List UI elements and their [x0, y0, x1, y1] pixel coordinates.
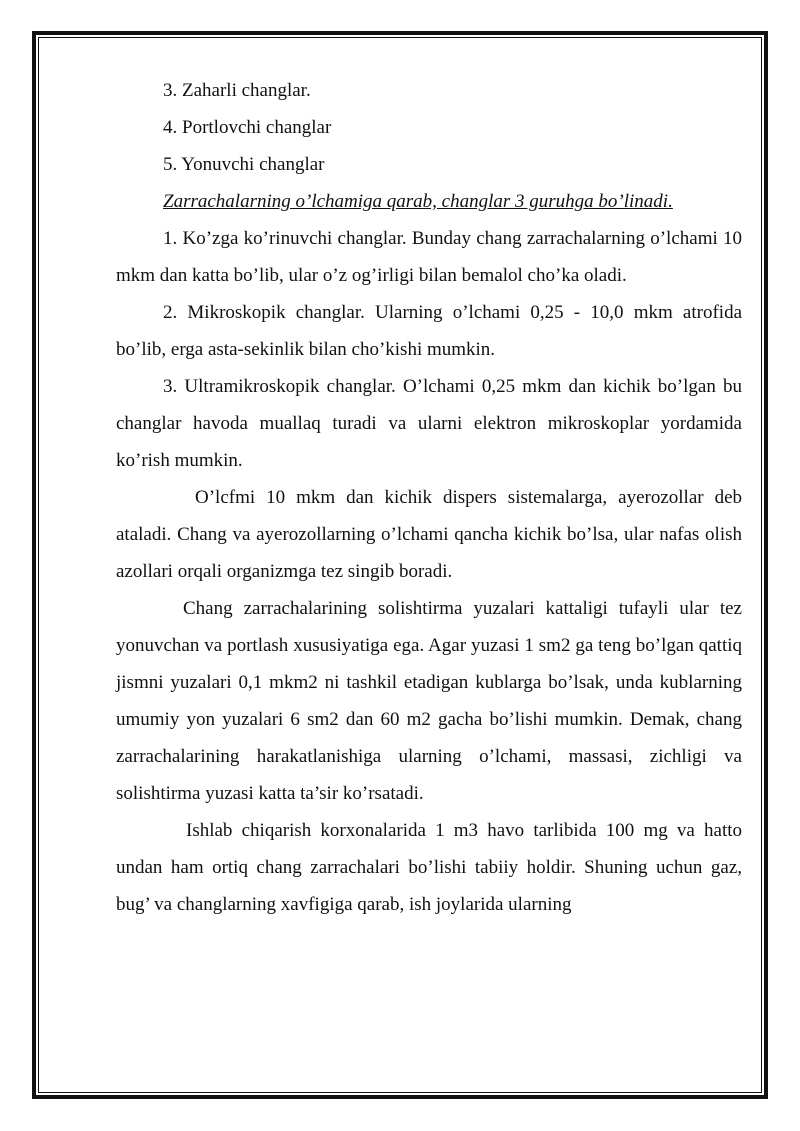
group-visible-dust: 1. Ko’zga ko’rinuvchi changlar. Bunday chang zarrachalarning o’lchami 10 mkm dan katta bo’lib, ular o’z og’irligi bilan bemalol cho’ka oladi. [116, 228, 742, 286]
subheading-particle-size-groups [116, 183, 742, 220]
group-ultramicroscopic-dust: 3. Ultramikroskopik changlar. O’lchami 0,25 mkm dan kichik bo’lgan bu changlar havoda muallaq turadi va ularni elektron mikroskoplar yordamida ko’rish mumkin. [116, 376, 742, 471]
document-body [116, 72, 742, 923]
subheading-text: Zarrachalarning o’lchamiga qarab, changlar 3 guruhga bo’linadi. [163, 191, 673, 212]
paragraph-industrial-dust: Ishlab chiqarish korxonalarida 1 m3 havo tarlibida 100 mg va hatto undan ham ortiq chang zarrachalari bo’lishi tabiiy holdir. Shuning uchun gaz, bug’ va changlarning xavfigiga qarab, ish joylarida ularning [116, 820, 742, 915]
list-item-flammable-dust: 5. Yonuvchi changlar [163, 154, 325, 175]
group-microscopic-dust: 2. Mikroskopik changlar. Ularning o’lchami 0,25 - 10,0 mkm atrofida bo’lib, erga asta-sekinlik bilan cho’kishi mumkin. [116, 302, 742, 360]
paragraph-aerosols: O’lcfmi 10 mkm dan kichik dispers sistemalarga, ayerozollar deb ataladi. Chang va ayerozollarning o’lchami qancha kichik bo’lsa, ular nafas olish azollari orqali organizmga tez singib boradi. [116, 487, 742, 582]
list-item-explosive-dust: 4. Portlovchi changlar [163, 117, 332, 138]
list-item-toxic-dust: 3. Zaharli changlar. [163, 80, 311, 101]
paragraph-specific-surface: Chang zarrachalarining solishtirma yuzalari kattaligi tufayli ular tez yonuvchan va portlash xususiyatiga ega. Agar yuzasi 1 sm2 ga teng bo’lgan qattiq jismni yuzalari 0,1 mkm2 ni tashkil etadigan kublarga bo’lsak, unda kublarning umumiy yon yuzalari 6 sm2 dan 60 m2 gacha bo’lishi mumkin. Demak, chang zarrachalarining harakatlanishiga ularning o’lchami, massasi, zichligi va solishtirma yuzasi katta ta’sir ko’rsatadi. [116, 598, 742, 804]
